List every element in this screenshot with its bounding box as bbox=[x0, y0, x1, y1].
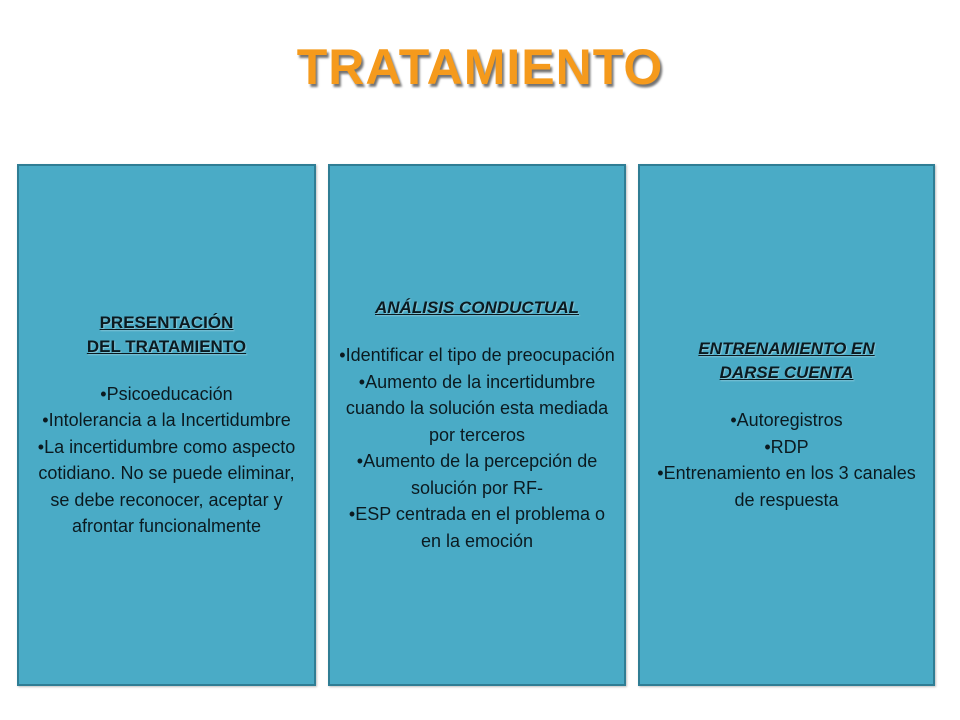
bullet-item: • Psicoeducación bbox=[27, 381, 306, 408]
page-title: TRATAMIENTO bbox=[296, 39, 664, 95]
bullet-item: • Identificar el tipo de preocupación bbox=[338, 342, 616, 369]
bullet-list bbox=[648, 407, 925, 513]
bullet-item: • Aumento de la incertidumbre cuando la solución esta mediada por terceros bbox=[338, 369, 616, 449]
bullet-list bbox=[338, 342, 616, 554]
bullet-list bbox=[27, 381, 306, 540]
panel-analisis-conductual bbox=[328, 164, 626, 686]
bullet-item: • Aumento de la percepción de solución por RF- bbox=[338, 448, 616, 501]
bullet-item: • ESP centrada en el problema o en la emoción bbox=[338, 501, 616, 554]
panel-heading: ANÁLISIS CONDUCTUAL bbox=[375, 298, 579, 317]
bullet-item: • RDP bbox=[648, 434, 925, 461]
panel-entrenamiento-darse-cuenta bbox=[638, 164, 935, 686]
panel-presentacion-tratamiento bbox=[17, 164, 316, 686]
bullet-item: • Entrenamiento en los 3 canales de respuesta bbox=[648, 460, 925, 513]
bullet-item: • Intolerancia a la Incertidumbre bbox=[27, 407, 306, 434]
panel-heading: PRESENTACIÓN DEL TRATAMIENTO bbox=[86, 312, 247, 356]
panel-heading: ENTRENAMIENTO EN DARSE CUENTA bbox=[698, 339, 875, 382]
bullet-item: • Autoregistros bbox=[648, 407, 925, 434]
bullet-item: • La incertidumbre como aspecto cotidiano. No se puede eliminar, se debe reconocer, aceptar y afrontar funcionalmente bbox=[27, 434, 306, 540]
